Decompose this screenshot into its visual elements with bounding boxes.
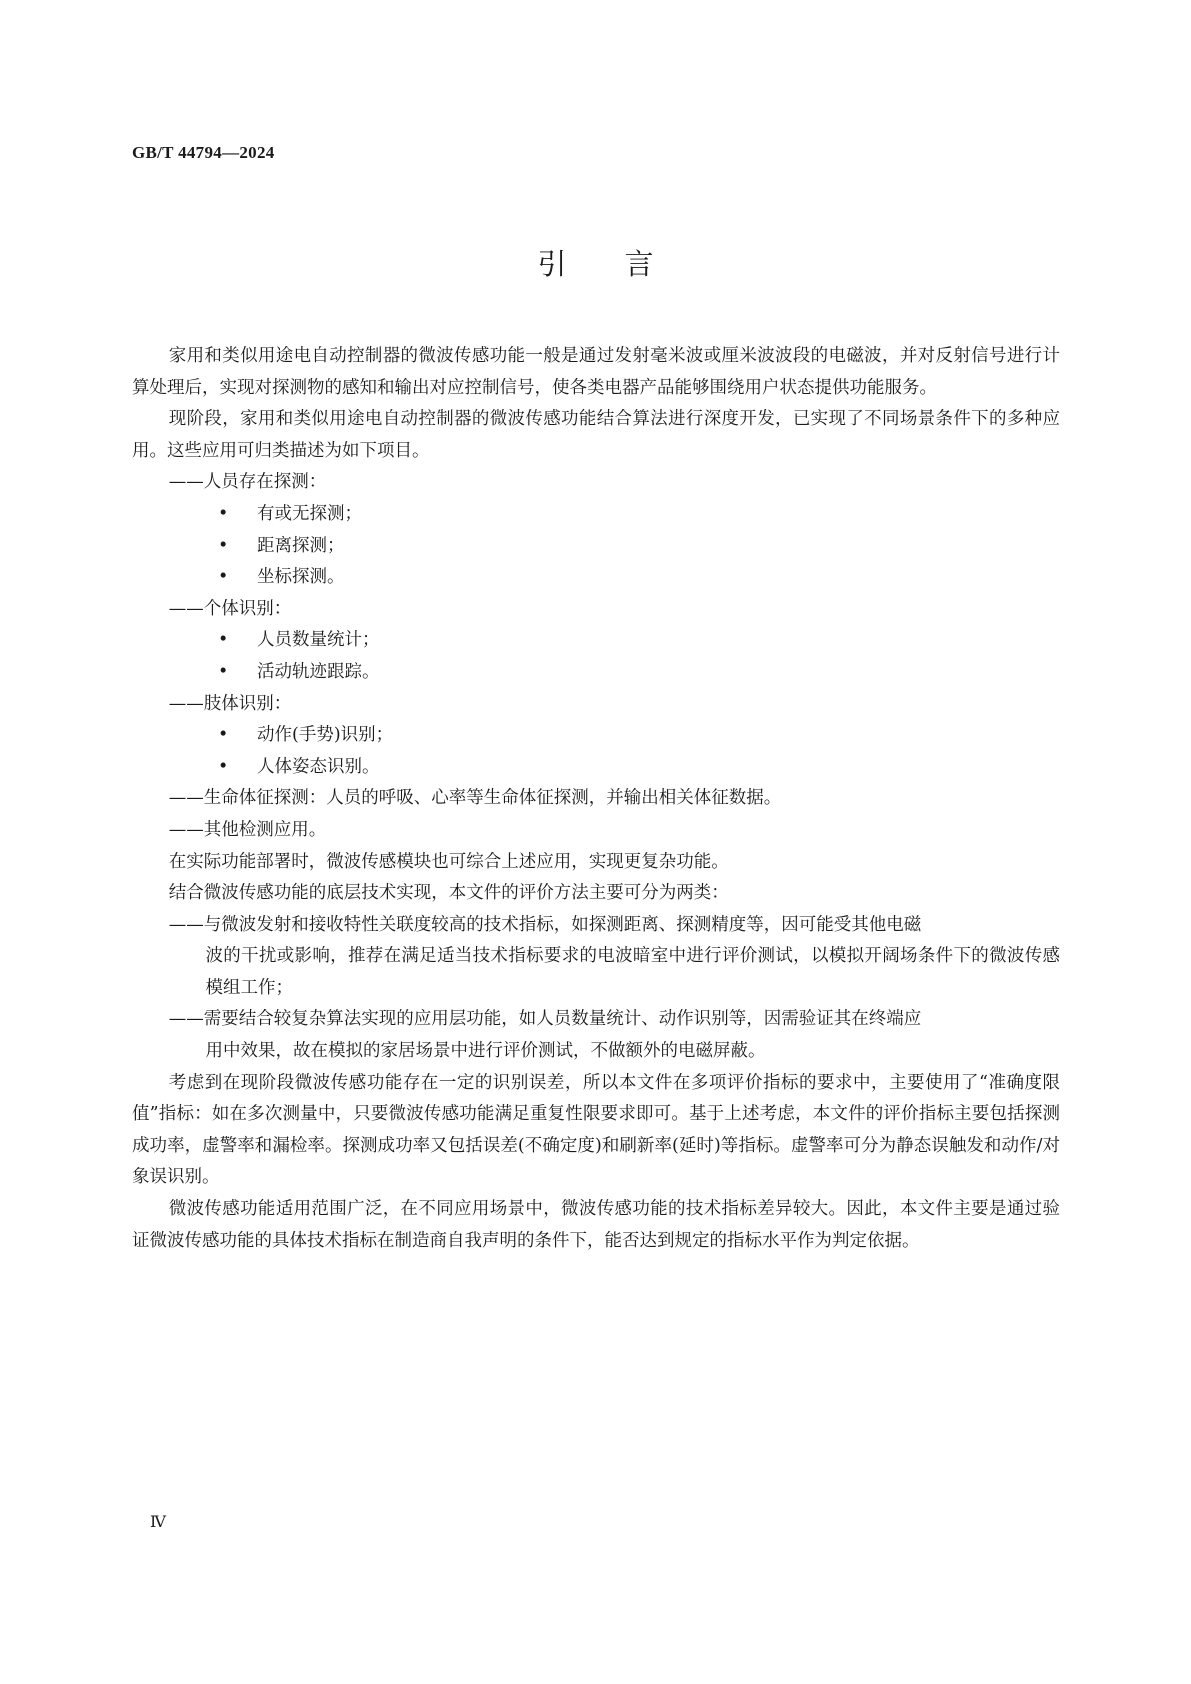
list-head-presence: ——人员存在探测： [168, 472, 327, 493]
paragraph-methods: 结合微波传感功能的底层技术实现，本文件的评价方法主要可分为两类： [168, 883, 729, 904]
paragraph-deployment: 在实际功能部署时，微波传感模块也可综合上述应用，实现更复杂功能。 [168, 851, 729, 872]
bullet-icon: • [218, 567, 229, 588]
list-head-individual: ——个体识别： [168, 598, 292, 619]
list-item-method-2: ——需要结合较复杂算法实现的应用层功能，如人员数量统计、动作识别等，因需验证其在终端应 用中效果，故在模拟的家居场景中进行评价测试，不做额外的电磁屏蔽。 [168, 1009, 922, 1062]
bullet-icon: • [218, 725, 229, 746]
document-body [132, 341, 1060, 1257]
list-item-method-1: ——与微波发射和接收特性关联度较高的技术指标，如探测距离、探测精度等，因可能受其他电磁 波的干扰或影响，推荐在满足适当技术指标要求的电波暗室中进行评价测试，以模拟开阔场条件下的微波传感模组工作； [168, 914, 1060, 998]
bullet-icon: • [218, 535, 229, 556]
standard-code: GB/T 44794—2024 [132, 143, 275, 162]
list-item: • 有或无探测； [132, 499, 1060, 531]
list-item: • 距离探测； [132, 531, 1060, 563]
list-item: • 动作(手势)识别； [132, 720, 1060, 752]
list-item: • 人员数量统计； [132, 625, 1060, 657]
page-number: Ⅳ [150, 1514, 166, 1531]
paragraph-scope: 微波传感功能适用范围广泛，在不同应用场景中，微波传感功能的技术指标差异较大。因此，本文件主要是通过验证微波传感功能的具体技术指标在制造商自我声明的条件下，能否达到规定的指标水平作为判定依据。 [132, 1199, 1060, 1251]
bullet-icon: • [218, 661, 229, 682]
list-item: • 坐标探测。 [132, 562, 1060, 594]
list-item-other: ——其他检测应用。 [168, 819, 327, 840]
page-title: 引言 [537, 247, 712, 281]
paragraph-intro: 家用和类似用途电自动控制器的微波传感功能一般是通过发射毫米波或厘米波波段的电磁波，并对反射信号进行计算处理后，实现对探测物的感知和输出对应控制信号，使各类电器产品能够围绕用户状态提供功能服务。 [132, 346, 1060, 398]
list-item-vital-signs: ——生命体征探测：人员的呼吸、心率等生命体征探测，并输出相关体征数据。 [168, 788, 782, 809]
list-item: • 人体姿态识别。 [132, 752, 1060, 784]
bullet-icon: • [218, 503, 229, 524]
paragraph-accuracy: 考虑到在现阶段微波传感功能存在一定的识别误差，所以本文件在多项评价指标的要求中，主要使用了“准确度限值”指标：如在多次测量中，只要微波传感功能满足重复性限要求即可。基于上述考虑，本文件的评价指标主要包括探测成功率，虚警率和漏检率。探测成功率又包括误差(不确定度)和刷新率(延时)等指标。虚警率可分为静态误触发和动作/对象误识别。 [132, 1072, 1060, 1188]
list-item: • 活动轨迹跟踪。 [132, 657, 1060, 689]
paragraph-applications: 现阶段，家用和类似用途电自动控制器的微波传感功能结合算法进行深度开发，已实现了不同场景条件下的多种应用。这些应用可归类描述为如下项目。 [132, 409, 1060, 461]
bullet-icon: • [218, 756, 229, 777]
bullet-icon: • [218, 630, 229, 651]
list-head-limb: ——肢体识别： [168, 693, 292, 714]
